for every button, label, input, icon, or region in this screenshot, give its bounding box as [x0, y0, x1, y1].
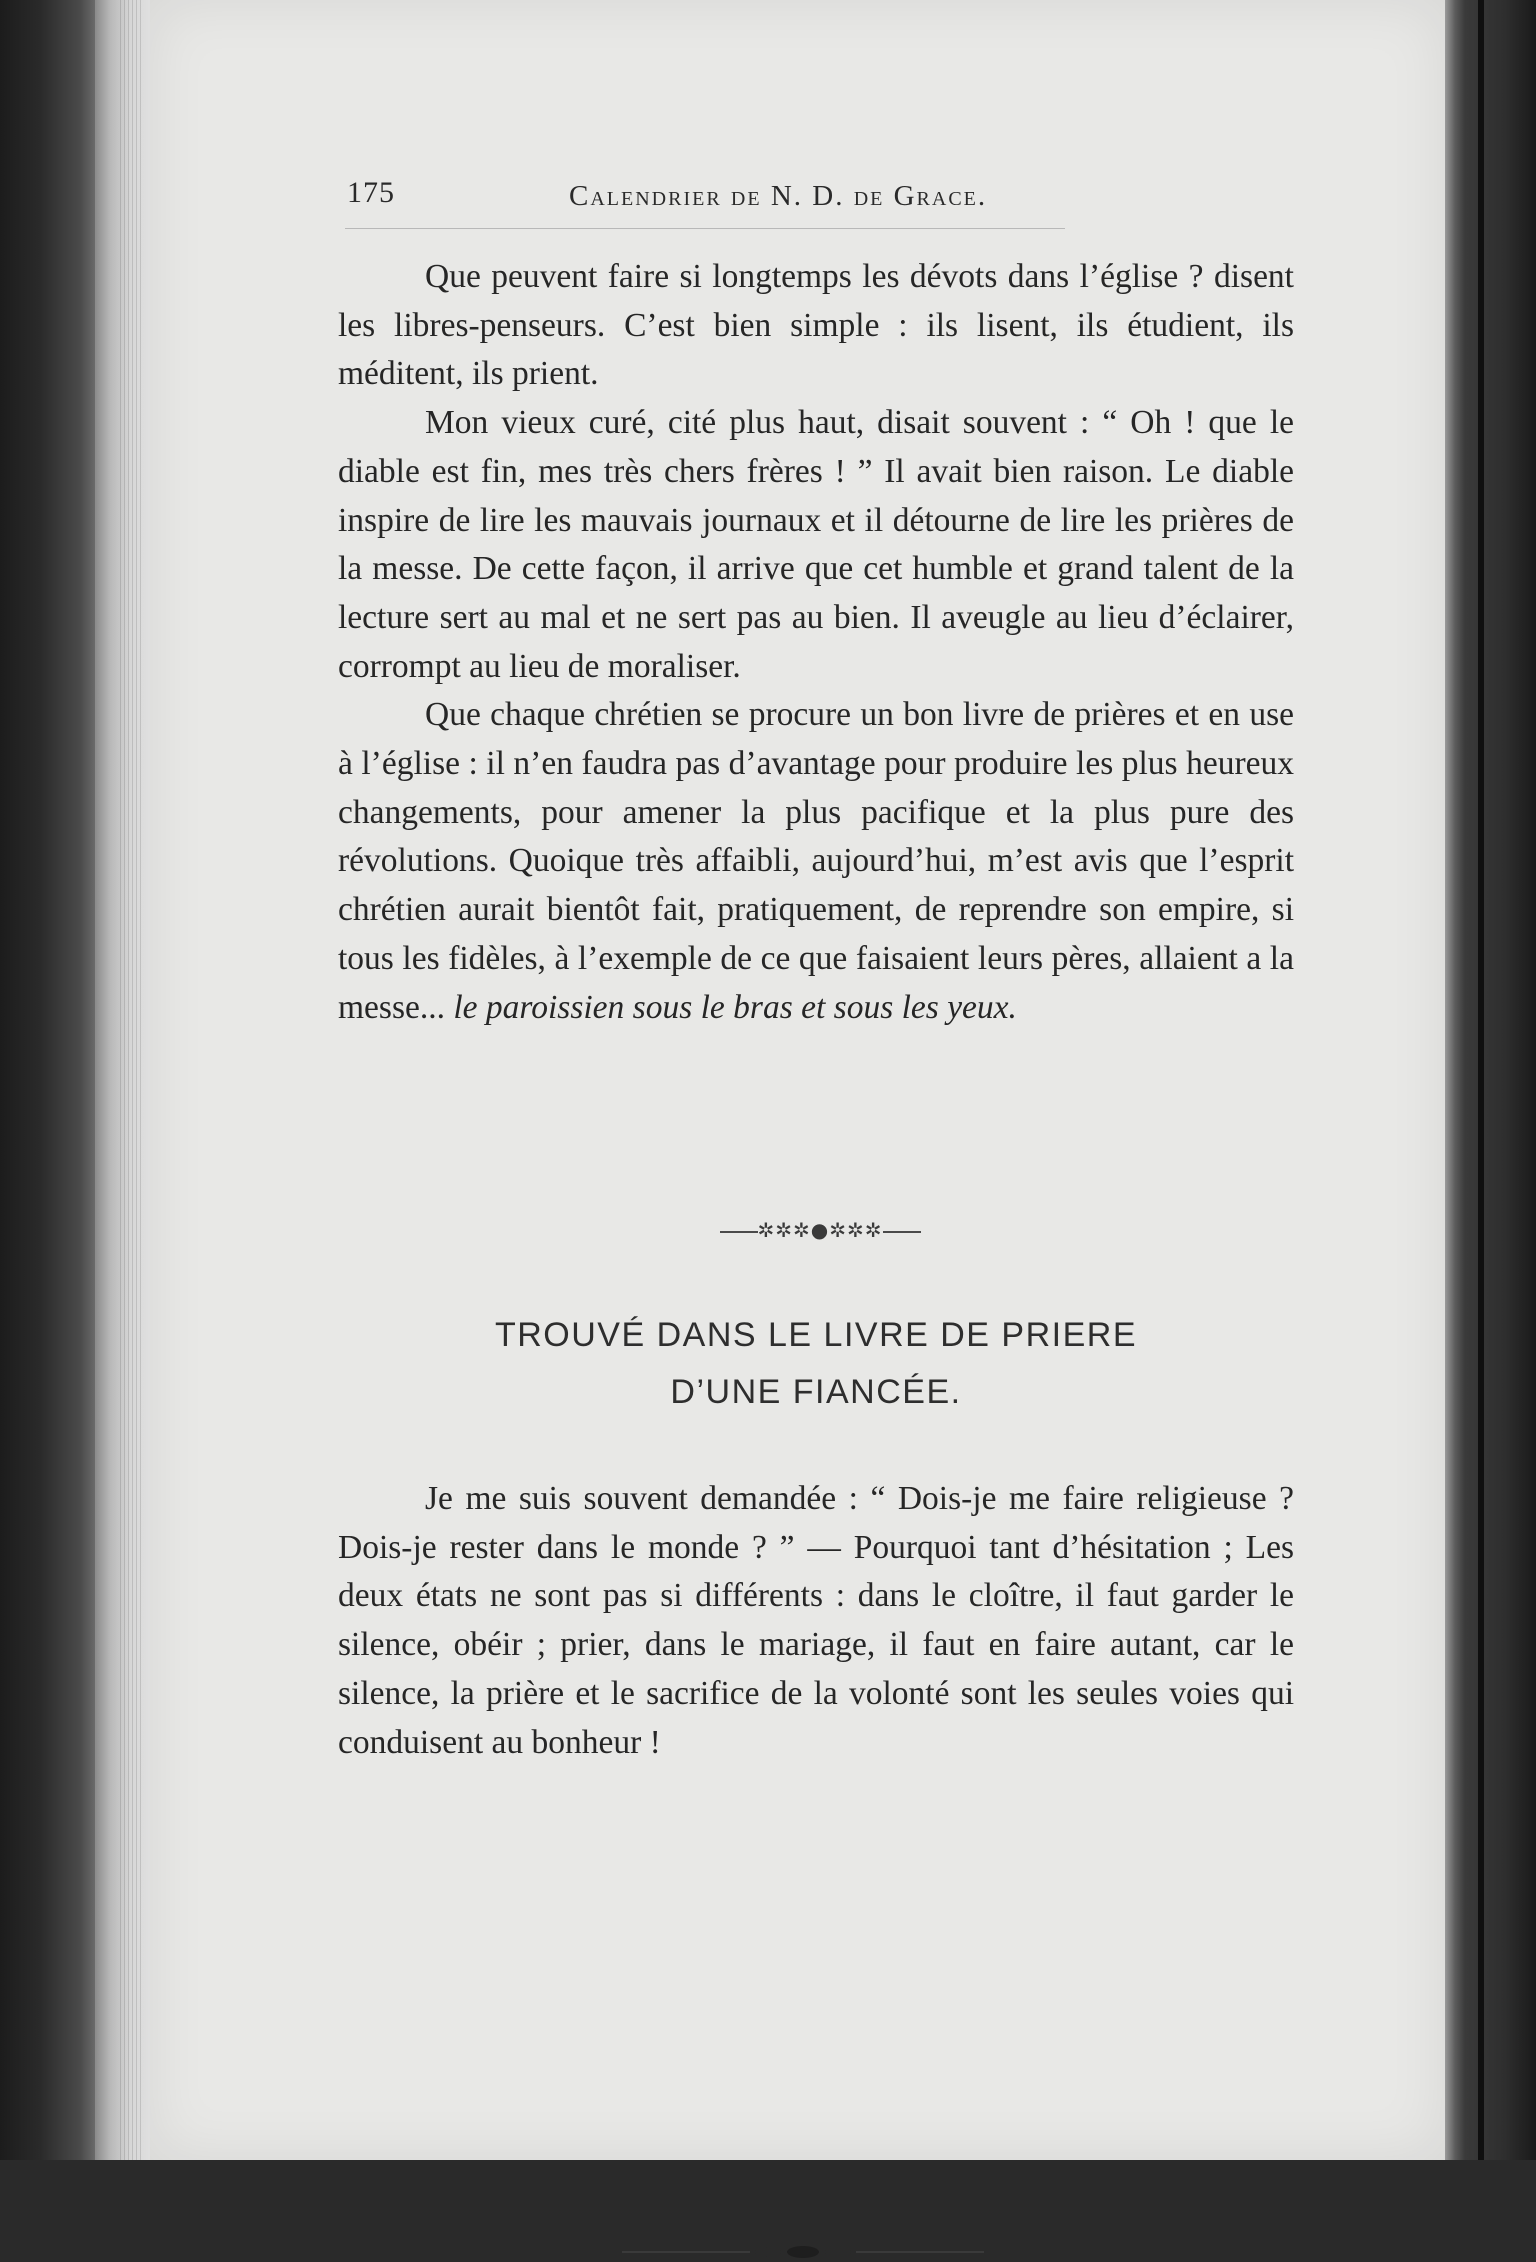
header-rule	[345, 228, 1065, 229]
paragraph-3	[338, 691, 1294, 1032]
section-title-line-2: D’UNE FIANCÉE.	[670, 1373, 962, 1411]
page-edges	[120, 0, 142, 2160]
ornament-dash-left	[720, 1231, 758, 1233]
section-1-text	[338, 253, 1294, 1032]
paragraph-3-italic: le paroissien sous le bras et sous les yeux.	[453, 988, 1017, 1026]
ornament-dash-right	[883, 1231, 921, 1233]
end-ornament-rule	[622, 2242, 984, 2262]
section-title-line-1: TROUVÉ DANS LE LIVRE DE PRIERE	[494, 1316, 1138, 1354]
page-number: 175	[347, 176, 395, 209]
scan-edge-line	[1478, 0, 1484, 2160]
running-title: Calendrier de N. D. de Grace.	[569, 180, 988, 212]
paragraph-4: Je me suis souvent demandée : “ Dois-je me faire religieuse ? Dois-je rester dans le monde ? ” — Pourquoi tant d’hésitation ; Les deux états ne sont pas si différents : dans le cloître, il faut garder le silence, obéir ; prier, dans le mariage, il faut en faire autant, car le silence, la prière et le sacrifice de la volonté sont les seules voies qui conduisent au bonheur !	[338, 1480, 1294, 1761]
section-2-text	[338, 1475, 1294, 1767]
scan-border-left	[0, 0, 95, 2160]
scan-border-right	[1445, 0, 1536, 2160]
star-ornament-divider	[700, 1218, 940, 1242]
ornament-stars: ✲✲✲●✲✲✲	[757, 1218, 883, 1242]
paragraph-1: Que peuvent faire si longtemps les dévots dans l’église ? disent les libres-penseurs. C’est bien simple : ils lisent, ils étudient, ils méditent, ils prient.	[338, 258, 1294, 393]
paragraph-3-main: Que chaque chrétien se procure un bon livre de prières et en use à l’église : il n’en faudra pas d’avantage pour produire les plus heureux changements, pour amener la plus pacifique et la plus pure des révolutions. Quoique très affaibli, aujourd’hui, m’est avis que l’esprit chrétien aurait bientôt fait, pratiquement, de reprendre son empire, si tous les fidèles, à l’exemple de ce que faisaient leurs pères, allaient a la messe...	[338, 696, 1294, 1026]
page-header	[347, 176, 1277, 226]
paragraph-2: Mon vieux curé, cité plus haut, disait souvent : “ Oh ! que le diable est fin, mes très chers frères ! ” Il avait bien raison. Le diable inspire de lire les mauvais journaux et il détourne de lire les prières de la messe. De cette façon, il arrive que cet humble et grand talent de la lecture sert au mal et ne sert pas au bien. Il aveugle au lieu d’éclairer, corrompt au lieu de moraliser.	[338, 404, 1294, 685]
